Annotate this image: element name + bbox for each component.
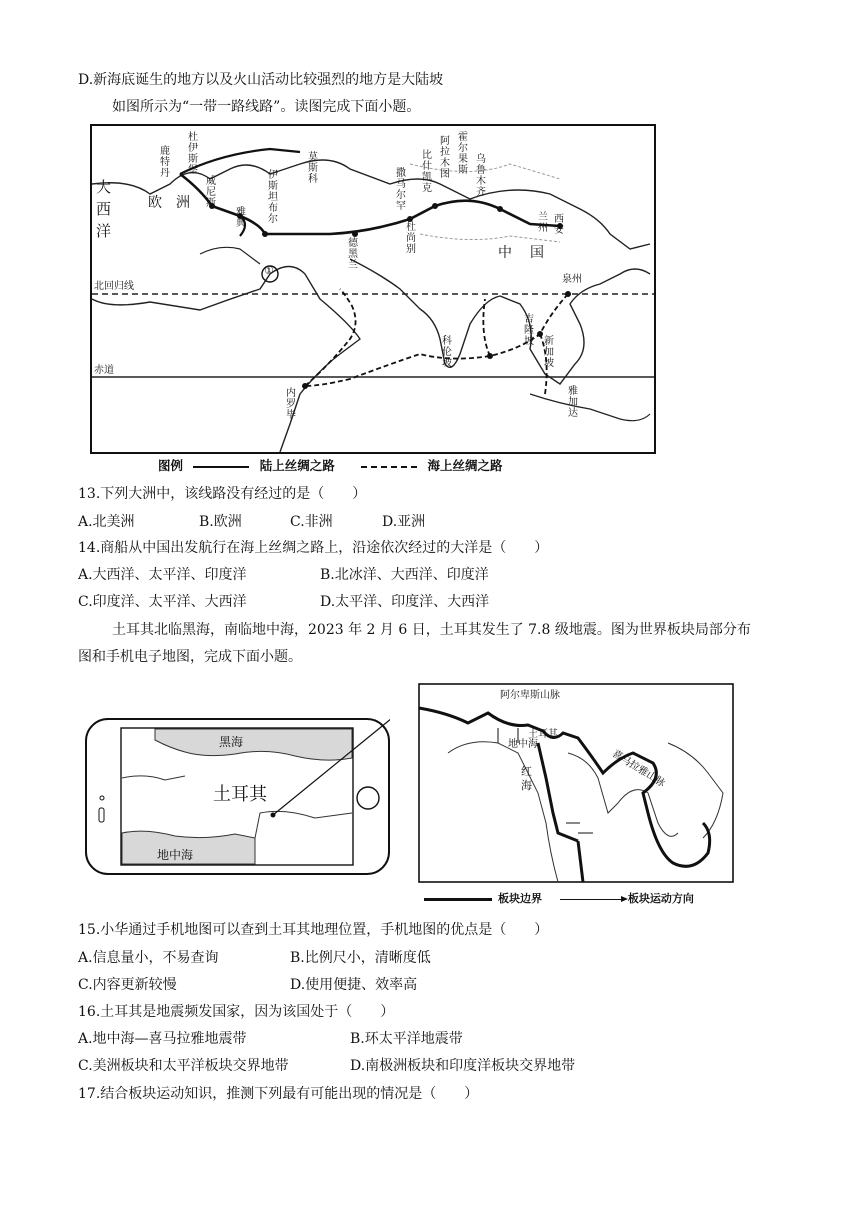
q15-option-d: D.使用便捷、效率高 [290, 977, 418, 993]
europe-label: 欧洲 [148, 195, 204, 211]
plate-turkey-label: 土耳其 [528, 729, 558, 740]
legend-land-route: 陆上丝绸之路 [259, 458, 335, 473]
city-khorgos: 霍尔果斯 [458, 132, 468, 176]
city-quanzhou: 泉州 [562, 274, 582, 285]
land-route-line [193, 466, 249, 468]
q14-option-b: B.北冰洋、大西洋、印度洋 [320, 567, 489, 583]
intro-turkey-1: 土耳其北临黑海，南临地中海，2023 年 2 月 6 日，土耳其发生了 7.8 级地震。图为世界板块局部分布 [112, 622, 751, 638]
city-lanzhou: 兰州 [538, 212, 548, 234]
turkey-label: 土耳其 [213, 784, 267, 805]
city-jakarta: 雅加达 [568, 386, 578, 419]
city-colombo: 科伦坡 [442, 336, 452, 369]
belt-road-map [90, 124, 656, 454]
city-bishkek: 比什凯克 [422, 150, 432, 194]
city-samarkand: 撒马尔罕 [396, 168, 406, 212]
q16-option-a: A.地中海—喜马拉雅地震带 [78, 1031, 247, 1047]
q14-option-d: D.太平洋、印度洋、大西洋 [320, 594, 490, 610]
q13-option-a: A.北美洲 [78, 514, 135, 530]
q15-option-c: C.内容更新较慢 [78, 977, 177, 993]
city-kuala-lumpur: 吉隆坡 [524, 314, 534, 347]
city-venice: 威尼斯 [206, 176, 216, 209]
q13-option-c: C.非洲 [290, 514, 333, 530]
boundary-line [424, 898, 492, 901]
alps-label: 阿尔卑斯山脉 [500, 690, 560, 701]
city-duisburg: 杜伊斯堡 [188, 132, 198, 176]
question-17: 17.结合板块运动知识，推测下列最有可能出现的情况是（ ） [78, 1086, 479, 1102]
map1-legend [158, 456, 502, 474]
marker-one: ① [264, 264, 274, 277]
plate-legend [424, 890, 694, 906]
legend-boundary: 板块边界 [498, 892, 542, 905]
direction-arrow-icon [560, 899, 626, 900]
city-nairobi: 内罗毕 [286, 388, 296, 421]
city-istanbul: 伊斯坦布尔 [268, 170, 278, 225]
city-singapore: 新加坡 [544, 336, 554, 369]
question-13: 13.下列大洲中，该线路没有经过的是（ ） [78, 486, 367, 502]
china-label: 中国 [498, 245, 562, 261]
q13-option-b: B.欧洲 [199, 514, 242, 530]
legend-title: 图例 [158, 458, 184, 473]
plate-map [418, 683, 734, 883]
tropic-label: 北回归线 [94, 281, 134, 292]
question-14: 14.商船从中国出发航行在海上丝绸之路上，沿途依次经过的大洋是（ ） [78, 540, 549, 556]
question-16: 16.土耳其是地震频发国家，因为该国处于（ ） [78, 1004, 395, 1020]
plate-mediterranean-label: 地中海 [508, 739, 538, 750]
sea-route-line [361, 466, 417, 468]
city-almaty: 阿拉木图 [440, 136, 450, 180]
q15-option-b: B.比例尺小，清晰度低 [290, 950, 431, 966]
q16-option-d: D.南极洲板块和印度洋板块交界地带 [350, 1058, 576, 1074]
q16-option-b: B.环太平洋地震带 [350, 1031, 463, 1047]
red-sea-label: 红海 [521, 765, 532, 792]
atlantic-label: 大西洋 [96, 178, 112, 240]
legend-sea-route: 海上丝绸之路 [427, 458, 503, 473]
city-athens: 雅典 [236, 207, 246, 229]
city-rotterdam: 鹿特丹 [160, 146, 170, 179]
city-urumqi: 乌鲁木齐 [476, 154, 486, 198]
q13-option-d: D.亚洲 [382, 514, 426, 530]
phone-map [85, 718, 390, 875]
intro-silk-road: 如图所示为“一带一路线路”。读图完成下面小题。 [112, 99, 421, 115]
himalaya-label: 喜马拉雅山脉 [610, 748, 667, 790]
q15-option-a: A.信息量小，不易查询 [78, 950, 219, 966]
equator-label: 赤道 [94, 365, 114, 376]
previous-option-d: D.新海底诞生的地方以及火山活动比较强烈的地方是大陆坡 [78, 72, 444, 88]
legend-direction: 板块运动方向 [627, 892, 694, 905]
q14-option-c: C.印度洋、太平洋、大西洋 [78, 594, 247, 610]
city-xian: 西安 [554, 214, 564, 236]
question-15: 15.小华通过手机地图可以查到土耳其地理位置，手机地图的优点是（ ） [78, 922, 549, 938]
q16-option-c: C.美洲板块和太平洋板块交界地带 [78, 1058, 289, 1074]
city-moscow: 莫斯科 [308, 152, 318, 185]
city-dushanbe: 杜尚别 [406, 222, 416, 255]
mediterranean-label: 地中海 [157, 848, 194, 862]
black-sea-label: 黑海 [219, 735, 244, 749]
q14-option-a: A.大西洋、太平洋、印度洋 [78, 567, 247, 583]
city-tehran: 德黑兰 [348, 238, 358, 271]
intro-turkey-2: 图和手机电子地图，完成下面小题。 [78, 649, 302, 665]
